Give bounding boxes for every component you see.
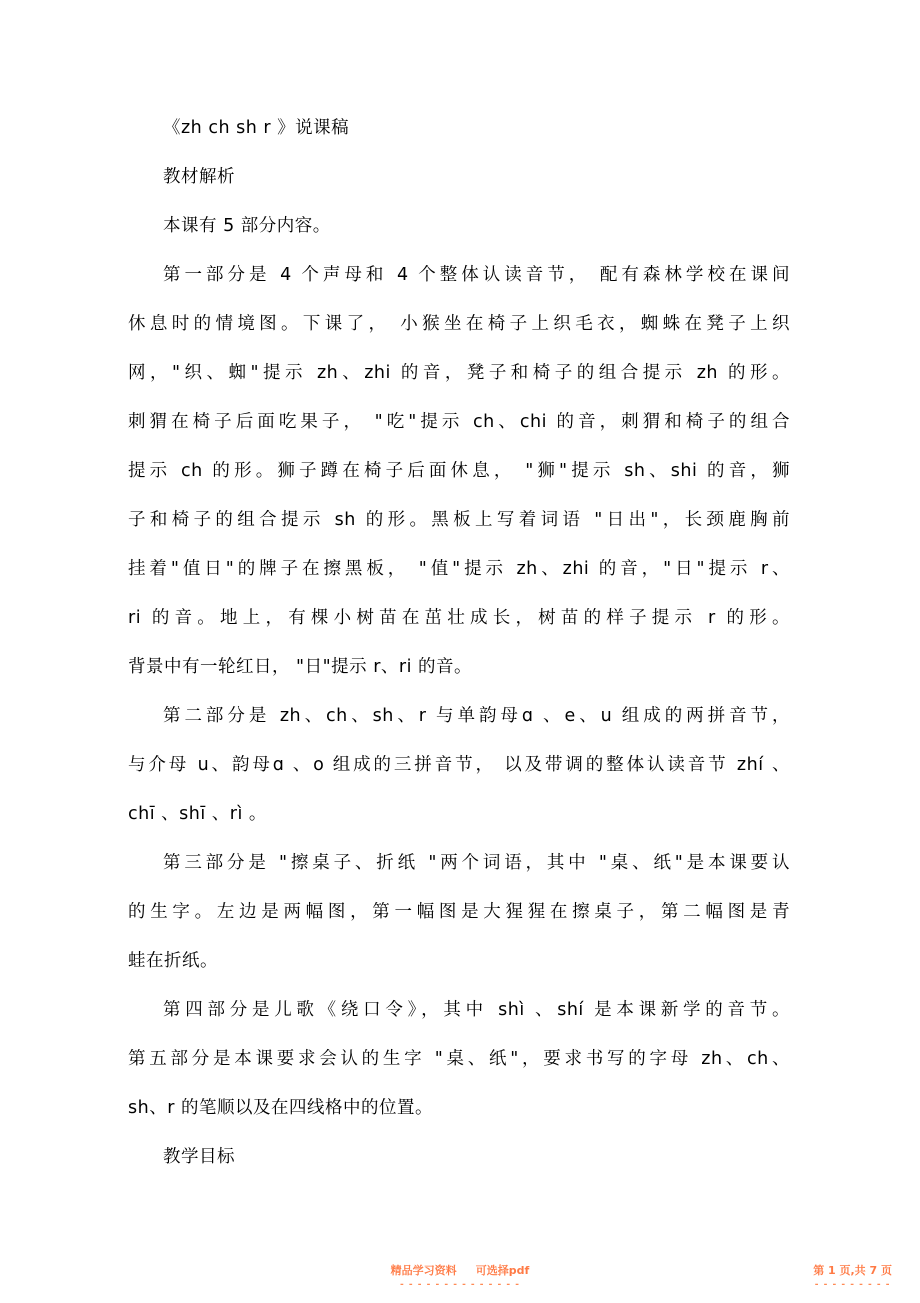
body-line: 本课有 5 部分内容。 [163, 216, 331, 236]
body-line: 背景中有一轮红日， "日"提示 r、ri 的音。 [128, 657, 473, 677]
body-line: 第四部分是儿歌《绕口令》，其中 shì 、shí 是本课新学的音节。 [163, 1000, 790, 1020]
page-number-block [813, 1262, 892, 1290]
body-line: 第二部分是 zh、ch、sh、r 与单韵母ɑ 、e、u 组成的两拼音节， [163, 706, 790, 726]
section-heading-teaching-goals: 教学目标 [163, 1147, 235, 1167]
body-line: 蛙在折纸。 [128, 951, 218, 971]
body-line: 提示 ch 的形。狮子蹲在椅子后面休息， "狮"提示 sh、shi 的音，狮 [128, 461, 790, 481]
body-line: chī 、shī 、rì 。 [128, 804, 267, 824]
body-line: 的生字。左边是两幅图，第一幅图是大猩猩在擦桌子，第二幅图是青 [128, 902, 790, 922]
body-line: 第五部分是本课要求会认的生字 "桌、纸"，要求书写的字母 zh、ch、 [128, 1049, 790, 1069]
page-number-dashes: - - - - - - - - - [814, 1280, 891, 1290]
section-heading-material-analysis: 教材解析 [163, 167, 235, 187]
document-body [128, 104, 790, 1182]
body-line: 第一部分是 4 个声母和 4 个整体认读音节， 配有森林学校在课间 [163, 265, 790, 285]
footer-watermark-text: 精品学习资料 可选择pdf [390, 1264, 530, 1277]
body-line: ri 的音。地上，有棵小树苗在茁壮成长，树苗的样子提示 r 的形。 [128, 608, 790, 628]
body-line: 刺猬在椅子后面吃果子， "吃"提示 ch、chi 的音，刺猬和椅子的组合 [128, 412, 790, 432]
page-number-text: 第 1 页,共 7 页 [813, 1264, 892, 1277]
doc-title: 《zh ch sh r 》说课稿 [163, 118, 350, 138]
body-line: 挂着"值日"的牌子在擦黑板， "值"提示 zh、zhi 的音，"日"提示 r、 [128, 559, 790, 579]
body-line: 网，"织、蜘"提示 zh、zhi 的音，凳子和椅子的组合提示 zh 的形。 [128, 363, 790, 383]
body-line: 休息时的情境图。下课了， 小猴坐在椅子上织毛衣，蜘蛛在凳子上织 [128, 314, 790, 334]
footer-watermark [0, 1262, 920, 1290]
body-line: 子和椅子的组合提示 sh 的形。黑板上写着词语 "日出"，长颈鹿胸前 [128, 510, 790, 530]
body-line: 第三部分是 "擦桌子、折纸 "两个词语，其中 "桌、纸"是本课要认 [163, 853, 790, 873]
footer-watermark-dashes: - - - - - - - - - - - - - - [399, 1280, 521, 1290]
body-line: sh、r 的笔顺以及在四线格中的位置。 [128, 1098, 433, 1118]
body-line: 与介母 u、韵母ɑ 、o 组成的三拼音节， 以及带调的整体认读音节 zhí 、 [128, 755, 790, 775]
